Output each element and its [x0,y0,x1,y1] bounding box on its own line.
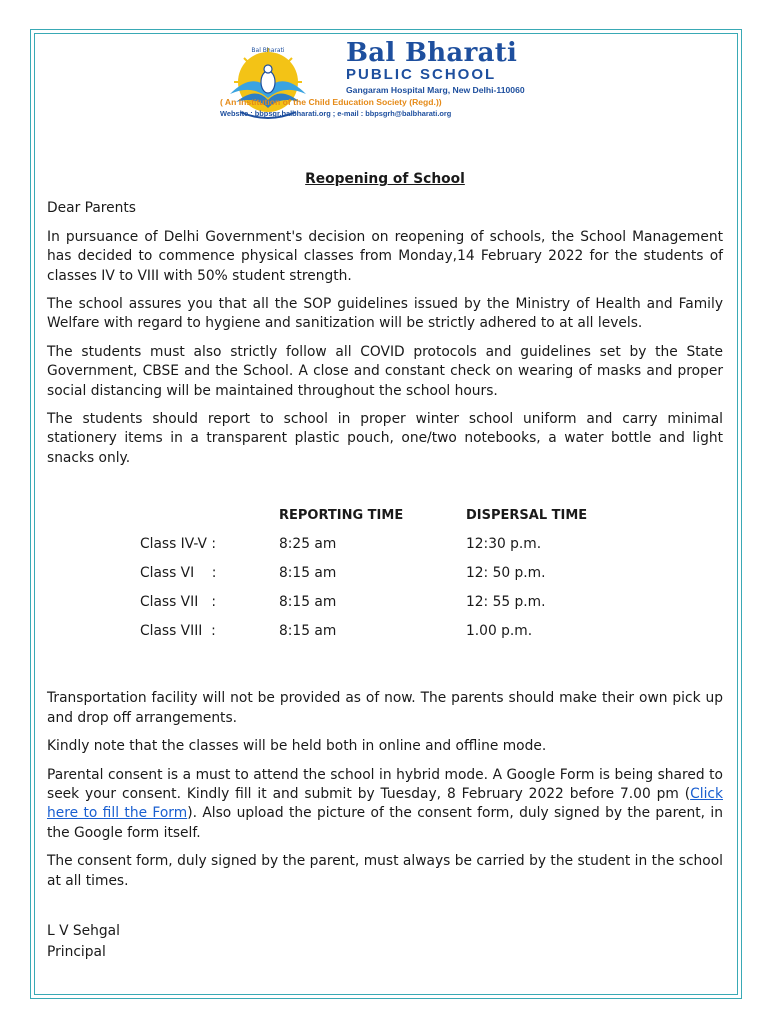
dispersal-time: 12:30 p.m. [466,536,542,553]
mode-paragraph: Kindly note that the classes will be held both in online and offline mode. [47,738,547,755]
header-reporting-time: REPORTING TIME [279,508,404,524]
class-label: Class VIII : [140,623,216,640]
paragraph: The students should report to school in proper winter school uniform and carry minimal stationery items in a transparent plastic pouch, one/two notebooks, a water bottle and light snacks only. [47,411,723,466]
school-name: Bal Bharati [346,38,518,68]
schedule-header [47,506,723,535]
header-dispersal-time: DISPERSAL TIME [466,508,588,524]
reporting-time: 8:25 am [279,536,337,553]
carry-paragraph: The consent form, duly signed by the parent, must always be carried by the student in the school at all times. [47,853,723,889]
consent-paragraph [47,766,723,844]
class-label: Class VI : [140,565,217,582]
dispersal-time: 12: 55 p.m. [466,594,546,611]
schedule-row [47,593,723,622]
schedule-row [47,622,723,651]
paragraph: The school assures you that all the SOP guidelines issued by the Ministry of Health and Family Welfare with regard to hygiene and sanitization will be strictly adhered to at all levels. [47,296,723,332]
society-line: ( An Institution of the Child Education Society (Regd.)) [220,97,442,107]
notice-body [47,170,723,963]
reporting-time: 8:15 am [279,594,337,611]
consent-text-after: ). Also upload the picture of the consent form, duly signed by the parent, in the Google form itself. [47,805,723,841]
transport-paragraph: Transportation facility will not be provided as of now. The parents should make their own pick up and drop off arrangements. [47,690,723,726]
class-label: Class VII : [140,594,217,611]
paragraph: The students must also strictly follow all COVID protocols and guidelines set by the State Government, CBSE and the School. A close and constant check on wearing of masks and proper social distancing will be maintained throughout the school hours. [47,343,723,399]
notice-title: Reopening of School [305,171,465,187]
dispersal-time: 12: 50 p.m. [466,565,546,582]
contact-line: Website : bbpsgr.balbharati.org ; e-mail : bbpsgrh@balbharati.org [220,109,452,118]
signatory-title: Principal [47,943,106,960]
school-subtitle: PUBLIC SCHOOL [346,66,497,83]
signatory-name: L V Sehgal [47,922,120,939]
school-address: Gangaram Hospital Marg, New Delhi-110060 [346,85,525,95]
schedule-table [47,506,723,651]
class-label: Class IV-V : [140,536,217,553]
salutation: Dear Parents [47,200,136,217]
reporting-time: 8:15 am [279,565,337,582]
signature-block [47,921,723,963]
dispersal-time: 1.00 p.m. [466,623,533,640]
paragraph: In pursuance of Delhi Government's decision on reopening of schools, the School Management has decided to commence physical classes from Monday,14 February 2022 for the students of classes IV to VIII with 50% student strength. [47,228,723,284]
schedule-row [47,535,723,564]
reporting-time: 8:15 am [279,623,337,640]
google-form-link[interactable]: Click here to fill the Form [47,785,723,822]
letterhead [222,40,562,122]
consent-text-before: Parental consent is a must to attend the school in hybrid mode. A Google Form is being shared to seek your consent. Kindly fill it and submit by Tuesday, 8 February 2022 before 7.00 pm ( [47,766,723,802]
schedule-row [47,564,723,593]
logo-caption: Bal Bharati [251,47,285,54]
